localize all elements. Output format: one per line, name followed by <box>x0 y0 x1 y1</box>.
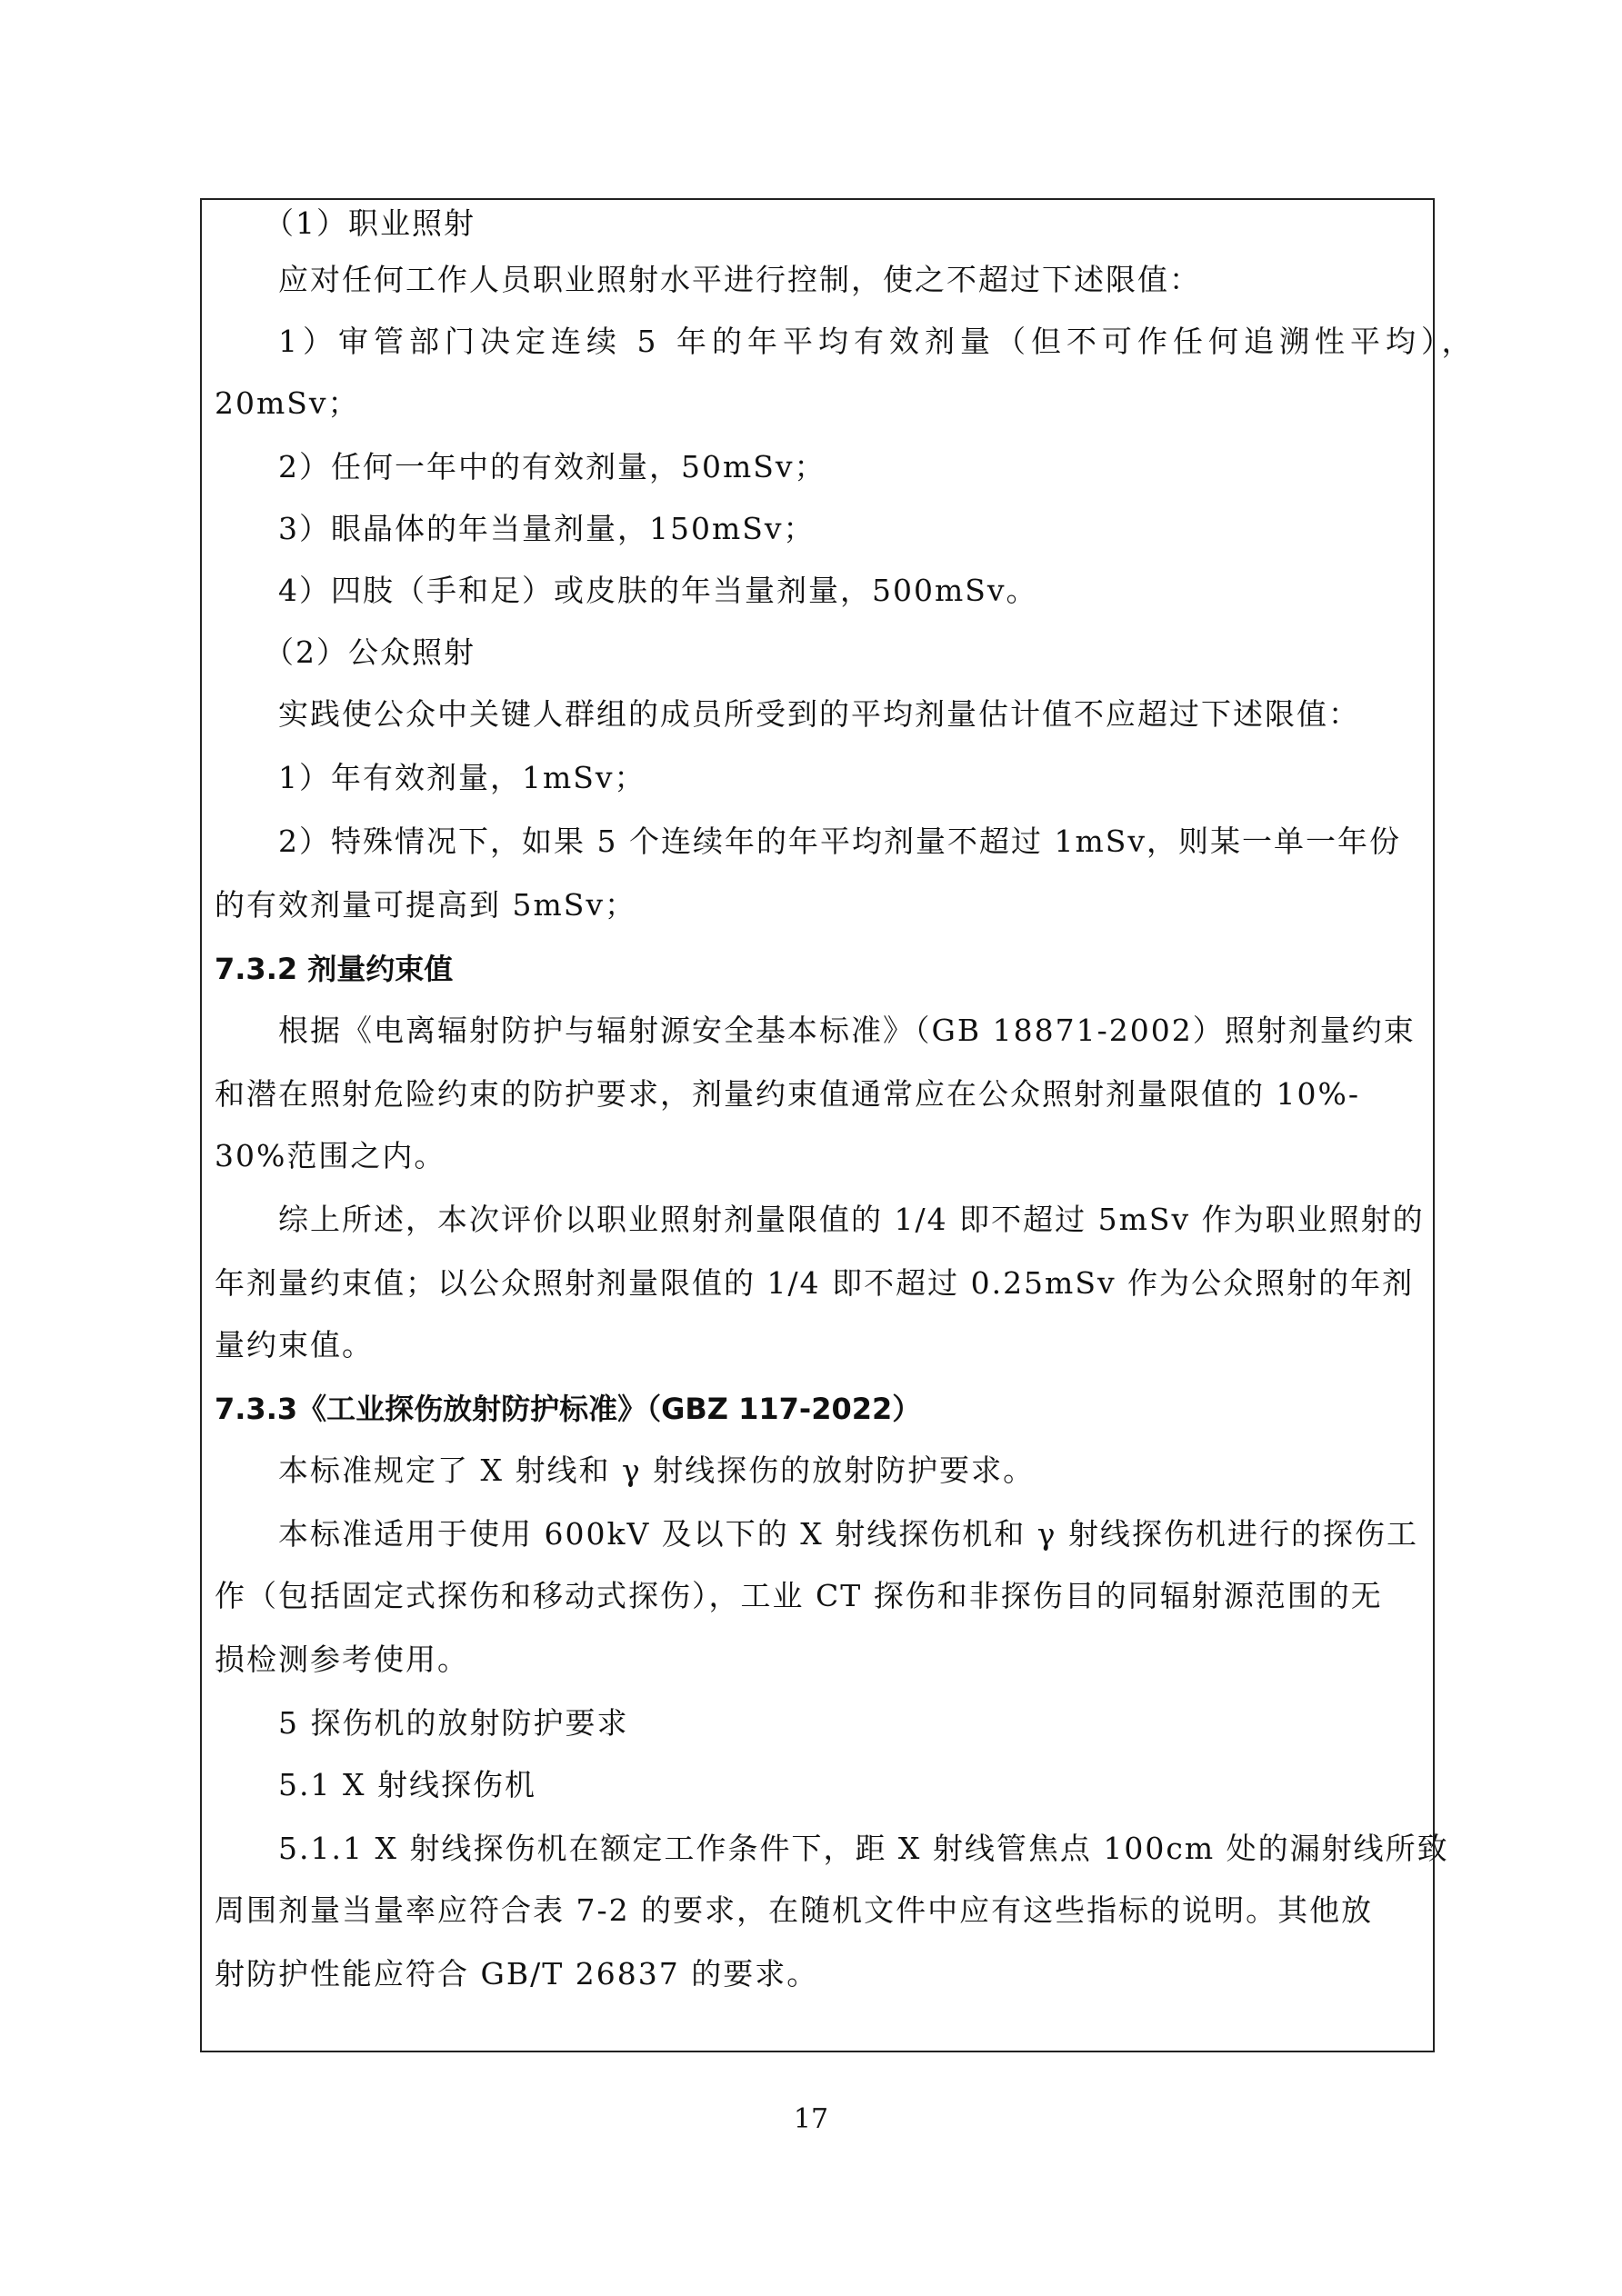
list-item: 1）审管部门决定连续 5 年的年平均有效剂量（但不可作任何追溯性平均）， <box>278 324 1477 359</box>
page-number: 17 <box>793 2103 829 2135</box>
paragraph-line: 30%范围之内。 <box>215 1138 446 1173</box>
paragraph-line: 20mSv； <box>215 385 360 421</box>
clause-heading-5-1: 5.1 X 射线探伤机 <box>278 1767 536 1802</box>
paragraph-line: 实践使公众中关键人群组的成员所受到的平均剂量估计值不应超过下述限值： <box>278 696 1360 732</box>
paragraph-line: 量约束值。 <box>215 1327 374 1363</box>
paragraph-line: 损检测参考使用。 <box>215 1642 469 1677</box>
section-heading-7-3-3: 7.3.3《工业探伤放射防护标准》（GBZ 117-2022） <box>215 1392 922 1426</box>
paragraph-line: 和潜在照射危险约束的防护要求，剂量约束值通常应在公众照射剂量限值的 10%- <box>215 1076 1360 1112</box>
paragraph-line: 应对任何工作人员职业照射水平进行控制，使之不超过下述限值： <box>278 262 1201 297</box>
paragraph-line: 年剂量约束值；以公众照射剂量限值的 1/4 即不超过 0.25mSv 作为公众照射的年剂 <box>215 1265 1415 1301</box>
paragraph-line: 根据《电离辐射防护与辐射源安全基本标准》（GB 18871-2002）照射剂量约束 <box>278 1013 1416 1048</box>
subsection-public-exposure: （2）公众照射 <box>264 634 476 670</box>
paragraph-line: 周围剂量当量率应符合表 7-2 的要求，在随机文件中应有这些指标的说明。其他放 <box>215 1892 1374 1928</box>
list-item: 1）年有效剂量，1mSv； <box>278 760 646 795</box>
subsection-occupational-exposure: （1）职业照射 <box>264 205 476 241</box>
list-item: 2）任何一年中的有效剂量，50mSv； <box>278 449 826 484</box>
clause-heading-5: 5 探伤机的放射防护要求 <box>278 1705 629 1741</box>
paragraph-line: 5.1.1 X 射线探伤机在额定工作条件下，距 X 射线管焦点 100cm 处的漏射线所致 <box>278 1831 1449 1866</box>
list-item: 2）特殊情况下，如果 5 个连续年的年平均剂量不超过 1mSv，则某一单一年份 <box>278 824 1401 859</box>
paragraph-line: 本标准适用于使用 600kV 及以下的 X 射线探伤机和 γ 射线探伤机进行的探伤工 <box>278 1516 1418 1552</box>
list-item: 3）眼晶体的年当量剂量，150mSv； <box>278 511 816 546</box>
paragraph-line: 射防护性能应符合 GB/T 26837 的要求。 <box>215 1956 819 1992</box>
paragraph-line: 作（包括固定式探伤和移动式探伤），工业 CT 探伤和非探伤目的同辐射源范围的无 <box>215 1578 1383 1613</box>
paragraph-line: 本标准规定了 X 射线和 γ 射线探伤的放射防护要求。 <box>278 1452 1036 1488</box>
list-item: 4）四肢（手和足）或皮肤的年当量剂量，500mSv。 <box>278 573 1038 608</box>
section-heading-7-3-2: 7.3.2 剂量约束值 <box>215 952 454 986</box>
paragraph-line: 综上所述，本次评价以职业照射剂量限值的 1/4 即不超过 5mSv 作为职业照射的 <box>278 1202 1425 1237</box>
paragraph-line: 的有效剂量可提高到 5mSv； <box>215 887 637 923</box>
